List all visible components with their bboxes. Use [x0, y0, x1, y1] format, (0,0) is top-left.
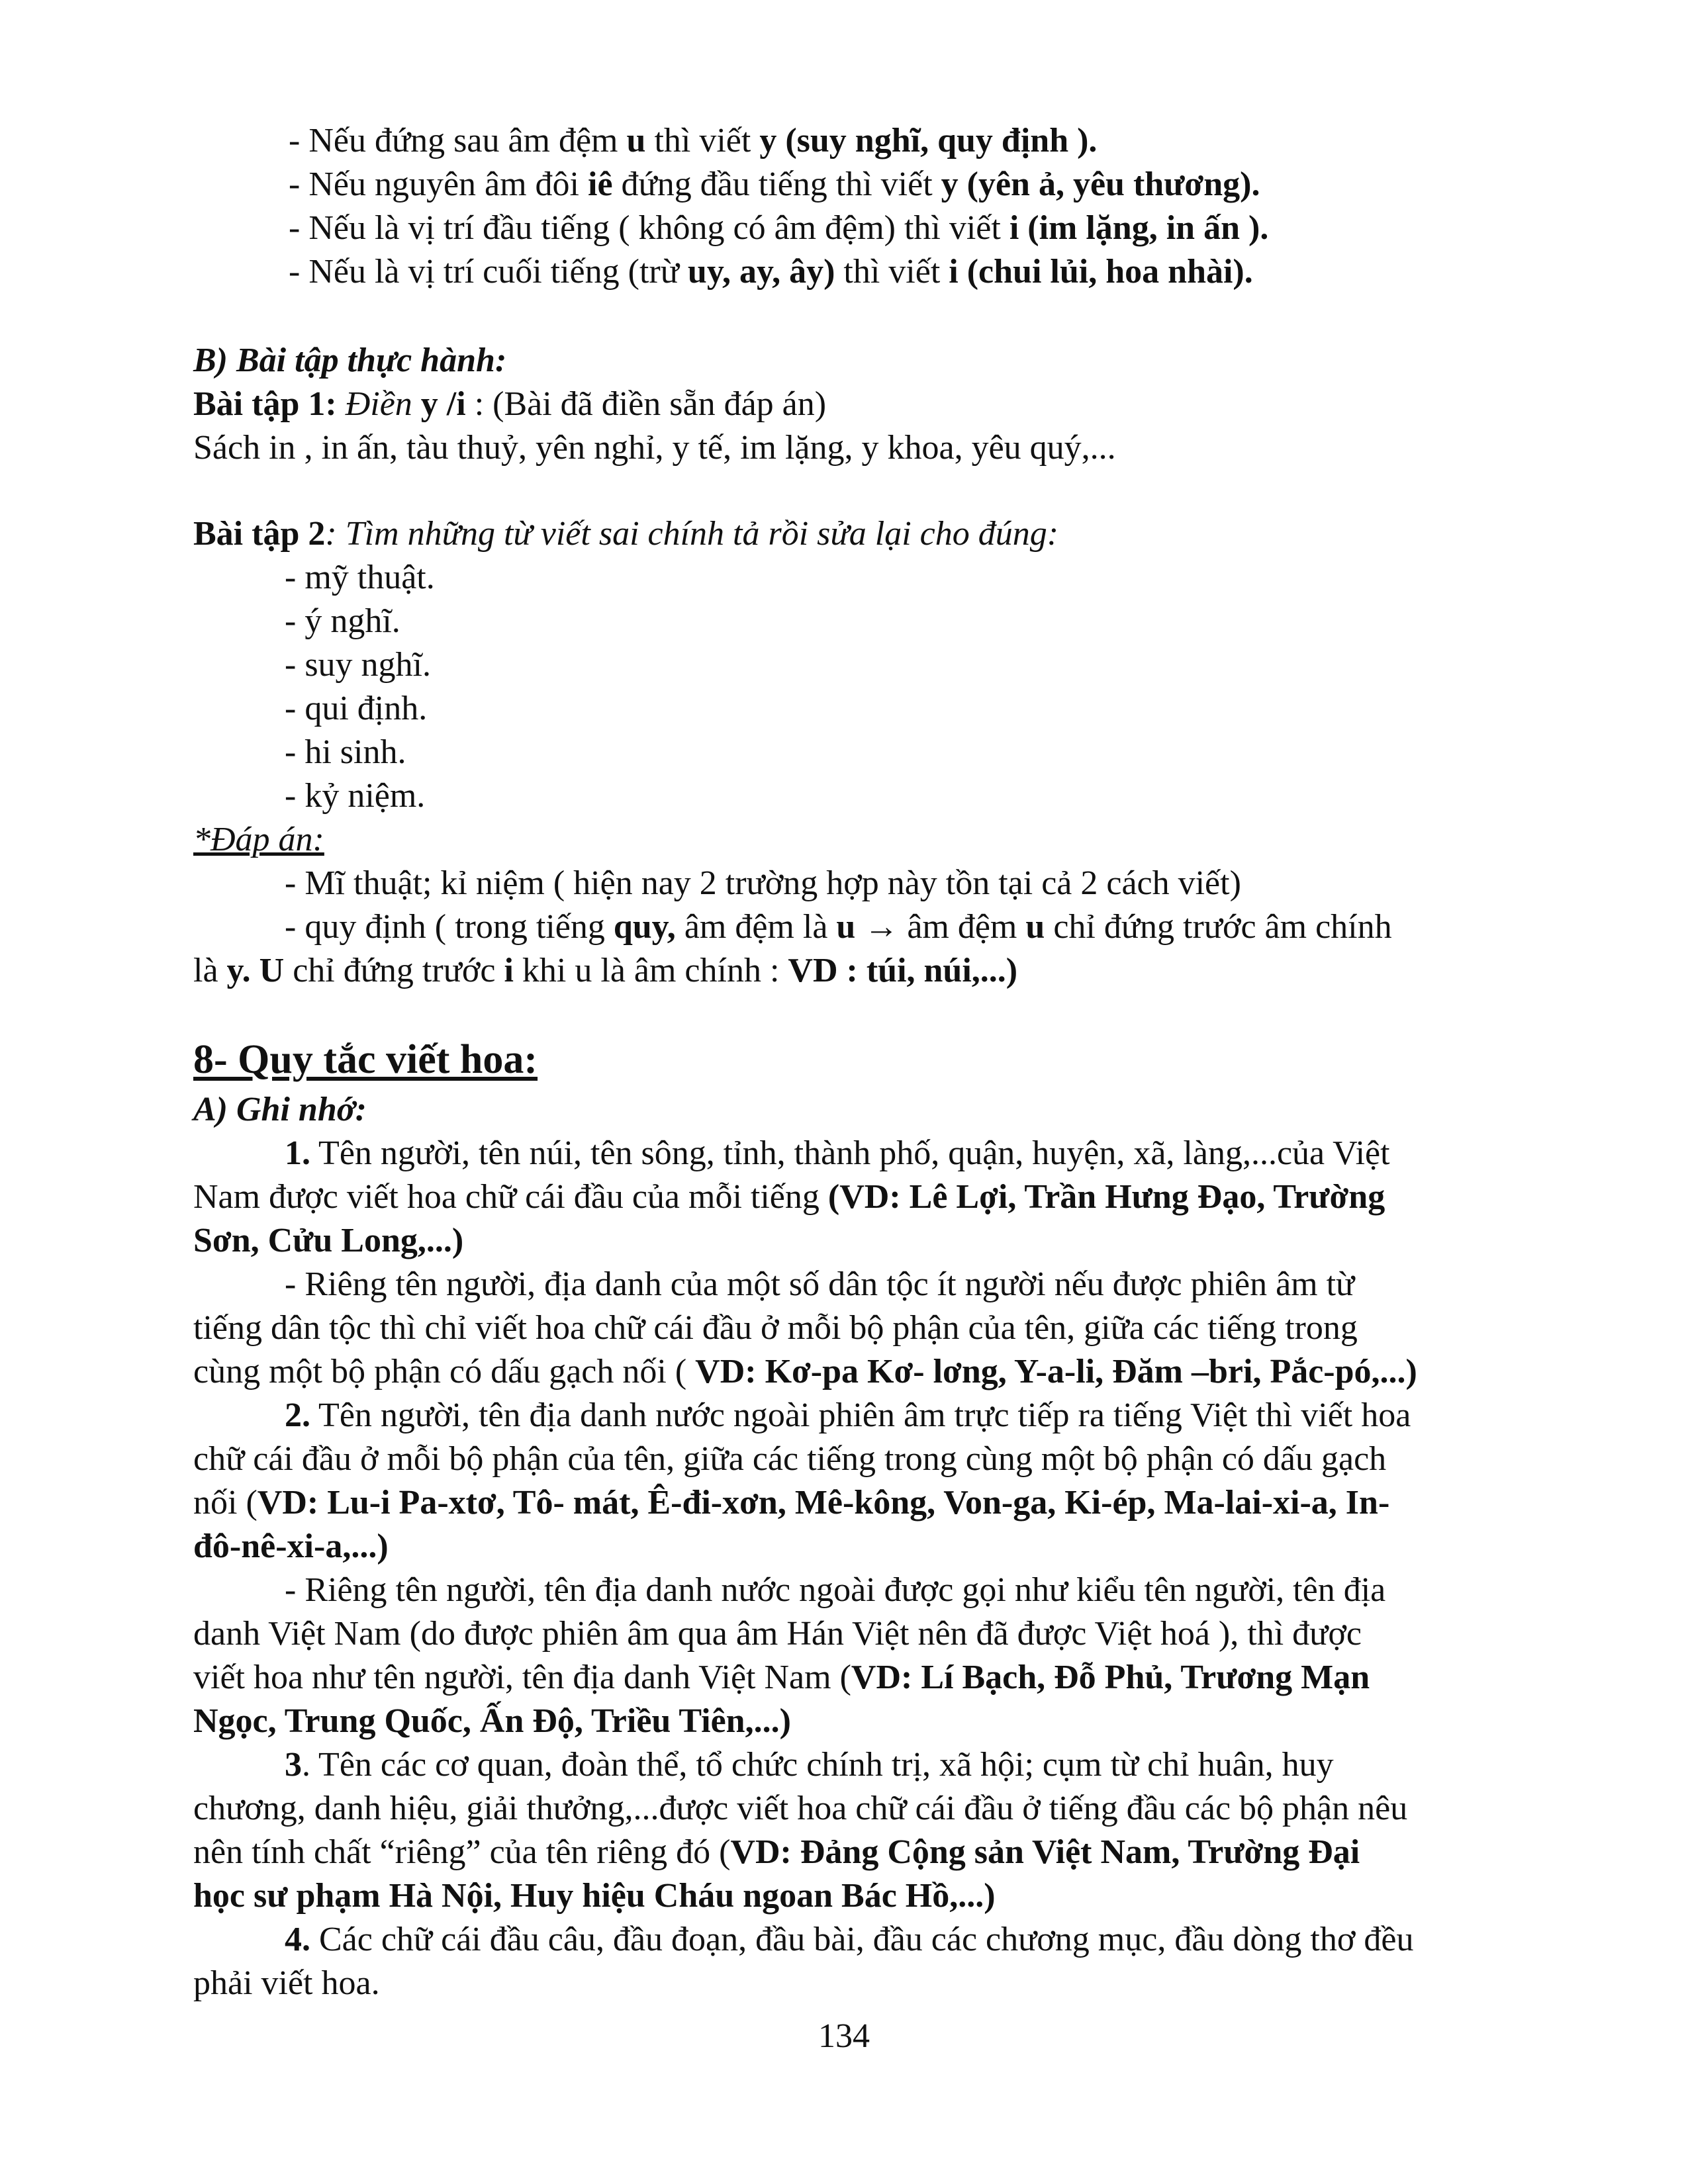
- paragraph-line: học sư phạm Hà Nội, Huy hiệu Cháu ngoan Bác Hồ,...): [193, 1877, 996, 1915]
- exercise-1-title: Bài tập 1: Điền y /i : (Bài đã điền sẵn đáp án): [193, 385, 827, 423]
- exercise-2-item: - suy nghĩ.: [285, 646, 431, 684]
- answer-line: - quy định ( trong tiếng quy, âm đệm là u → âm đệm u chỉ đứng trước âm chính: [285, 908, 1392, 946]
- paragraph-line: nối (VD: Lu-i Pa-xtơ, Tô- mát, Ê-đi-xơn, Mê-kông, Von-ga, Ki-ép, Ma-lai-xi-a, In-: [193, 1484, 1390, 1522]
- rule-line: - Nếu là vị trí cuối tiếng (trừ uy, ay, ây) thì viết i (chui lủi, hoa nhài).: [289, 253, 1253, 291]
- paragraph-line: Ngọc, Trung Quốc, Ấn Độ, Triều Tiên,...): [193, 1702, 791, 1740]
- exercise-2-item: - hi sinh.: [285, 733, 406, 771]
- answer-line: là y. U chỉ đứng trước i khi u là âm chính : VD : túi, núi,...): [193, 952, 1018, 989]
- section-title: 8- Quy tắc viết hoa:: [193, 1037, 538, 1082]
- exercise-2-item: - mỹ thuật.: [285, 559, 435, 596]
- answer-line: - Mĩ thuật; kỉ niệm ( hiện nay 2 trường hợp này tồn tại cả 2 cách viết): [285, 864, 1241, 902]
- paragraph-line: đô-nê-xi-a,...): [193, 1527, 389, 1565]
- paragraph-line: nên tính chất “riêng” của tên riêng đó (VD: Đảng Cộng sản Việt Nam, Trường Đại: [193, 1833, 1360, 1871]
- paragraph-line: cùng một bộ phận có dấu gạch nối ( VD: Kơ-pa Kơ- lơng, Y-a-li, Đăm –bri, Pắc-pó,...): [193, 1353, 1417, 1390]
- paragraph-line: Sơn, Cửu Long,...): [193, 1222, 464, 1259]
- section-subheading: A) Ghi nhớ:: [193, 1091, 367, 1128]
- paragraph-line: 3. Tên các cơ quan, đoàn thể, tổ chức chính trị, xã hội; cụm từ chỉ huân, huy: [285, 1746, 1334, 1784]
- paragraph-line: Nam được viết hoa chữ cái đầu của mỗi tiếng (VD: Lê Lợi, Trần Hưng Đạo, Trường: [193, 1178, 1385, 1216]
- rule-line: - Nếu nguyên âm đôi iê đứng đầu tiếng thì viết y (yên ả, yêu thương).: [289, 165, 1260, 203]
- paragraph-line: 2. Tên người, tên địa danh nước ngoài phiên âm trực tiếp ra tiếng Việt thì viết hoa: [285, 1396, 1411, 1434]
- exercise-2-item: - qui định.: [285, 690, 428, 727]
- paragraph-line: 1. Tên người, tên núi, tên sông, tỉnh, thành phố, quận, huyện, xã, làng,...của Việt: [285, 1134, 1390, 1172]
- paragraph-line: 4. Các chữ cái đầu câu, đầu đoạn, đầu bài, đầu các chương mục, đầu dòng thơ đều: [285, 1921, 1414, 1958]
- paragraph-line: viết hoa như tên người, tên địa danh Việt Nam (VD: Lí Bạch, Đỗ Phủ, Trương Mạn: [193, 1659, 1370, 1696]
- answer-label: *Đáp án:: [193, 821, 324, 858]
- paragraph-line: - Riêng tên người, tên địa danh nước ngoài được gọi như kiểu tên người, tên địa: [285, 1571, 1386, 1609]
- exercise-2-item: - ý nghĩ.: [285, 602, 400, 640]
- exercise-2-title: Bài tập 2: Tìm những từ viết sai chính tả rồi sửa lại cho đúng:: [193, 515, 1059, 553]
- paragraph-line: phải viết hoa.: [193, 1964, 380, 2002]
- paragraph-line: chương, danh hiệu, giải thưởng,...được viết hoa chữ cái đầu ở tiếng đầu các bộ phận nêu: [193, 1790, 1408, 1827]
- paragraph-line: tiếng dân tộc thì chỉ viết hoa chữ cái đầu ở mỗi bộ phận của tên, giữa các tiếng trong: [193, 1309, 1358, 1347]
- paragraph-line: chữ cái đầu ở mỗi bộ phận của tên, giữa các tiếng trong cùng một bộ phận có dấu gạch: [193, 1440, 1387, 1478]
- exercise-2-item: - kỷ niệm.: [285, 777, 426, 815]
- page-number: 134: [818, 2017, 870, 2055]
- practice-heading: B) Bài tập thực hành:: [193, 341, 507, 379]
- paragraph-line: - Riêng tên người, địa danh của một số dân tộc ít người nếu được phiên âm từ: [285, 1265, 1355, 1303]
- exercise-1-words: Sách in , in ấn, tàu thuỷ, yên nghỉ, y tế, im lặng, y khoa, yêu quý,...: [193, 429, 1116, 467]
- arrow-right-icon: →: [855, 908, 908, 946]
- paragraph-line: danh Việt Nam (do được phiên âm qua âm Hán Việt nên đã được Việt hoá ), thì được: [193, 1615, 1362, 1653]
- rule-line: - Nếu đứng sau âm đệm u thì viết y (suy nghĩ, quy định ).: [289, 122, 1098, 159]
- rule-line: - Nếu là vị trí đầu tiếng ( không có âm đệm) thì viết i (im lặng, in ấn ).: [289, 209, 1269, 247]
